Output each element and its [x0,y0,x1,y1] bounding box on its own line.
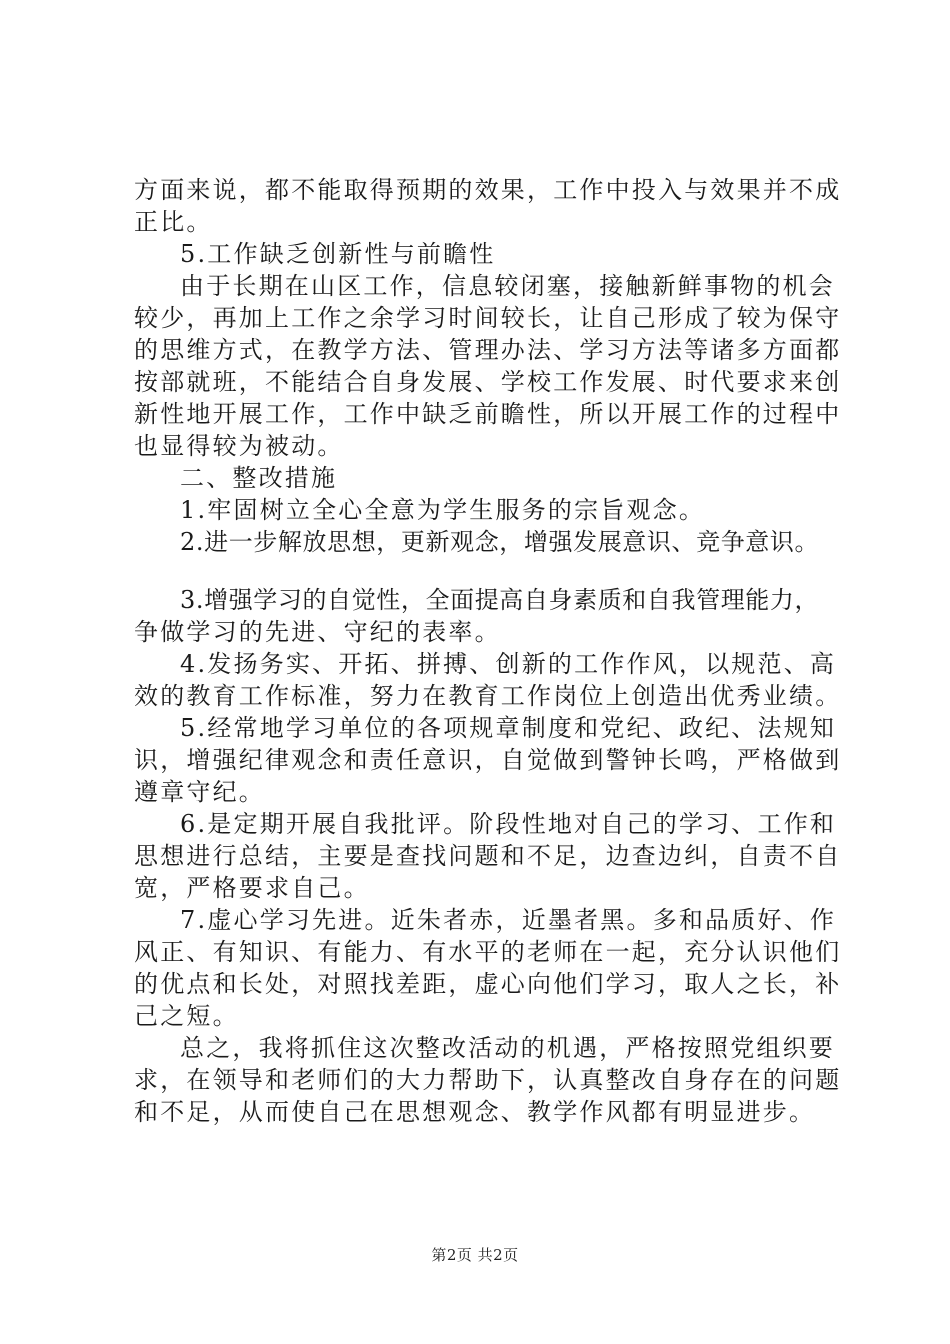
text-line: 求，在领导和老师们的大力帮助下，认真整改自身存在的问题 [134,1066,842,1094]
text-line: 遵章守纪。 [134,778,265,806]
text-line: 较少，再加上工作之余学习时间较长，让自己形成了较为保守 [134,304,842,332]
list-item: 6.是定期开展自我批评。阶段性地对自己的学习、工作和 [180,810,837,838]
text-line: 宽，严格要求自己。 [134,874,370,902]
text-line: 由于长期在山区工作，信息较闭塞，接触新鲜事物的机会 [180,272,835,300]
text-line: 按部就班，不能结合自身发展、学校工作发展、时代要求来创 [134,368,842,396]
text-line: 方面来说，都不能取得预期的效果，工作中投入与效果并不成 [134,176,842,204]
text-line: 己之短。 [134,1002,239,1030]
text-line: 和不足，从而使自己在思想观念、教学作风都有明显进步。 [134,1098,816,1126]
text-line: 效的教育工作标准，努力在教育工作岗位上创造出优秀业绩。 [134,682,842,710]
text-line: 的优点和长处，对照找差距，虚心向他们学习，取人之长，补 [134,970,842,998]
list-item: 4.发扬务实、开拓、拼搏、创新的工作作风，以规范、高 [180,650,837,678]
document-body [134,174,842,1128]
text-line: 也显得较为被动。 [134,432,344,460]
list-item: 5.经常地学习单位的各项规章制度和党纪、政纪、法规知 [180,714,837,742]
list-item: 7.虚心学习先进。近朱者赤，近墨者黑。多和品质好、作 [180,906,837,934]
list-item: 1.牢固树立全心全意为学生服务的宗旨观念。 [180,496,706,524]
text-line: 的思维方式，在教学方法、管理办法、学习方法等诸多方面都 [134,336,842,364]
text-line: 新性地开展工作，工作中缺乏前瞻性，所以开展工作的过程中 [134,400,842,428]
section-heading: 5.工作缺乏创新性与前瞻性 [180,240,496,268]
text-line: 争做学习的先进、守纪的表率。 [134,618,501,646]
conclusion-paragraph: 总之，我将抓住这次整改活动的机遇，严格按照党组织要 [180,1034,835,1062]
text-line: 识，增强纪律观念和责任意识，自觉做到警钟长鸣，严格做到 [134,746,842,774]
list-item: 3.增强学习的自觉性，全面提高自身素质和自我管理能力， [180,586,820,614]
text-line: 风正、有知识、有能力、有水平的老师在一起，充分认识他们 [134,938,842,966]
text-line: 正比。 [134,208,213,236]
blank-line [134,558,834,584]
text-line: 思想进行总结，主要是查找问题和不足，边查边纠，自责不自 [134,842,842,870]
section-heading: 二、整改措施 [180,464,338,492]
list-item: 2.进一步解放思想，更新观念，增强发展意识、竞争意识。 [180,528,820,556]
page-footer-number: 第2页 共2页 [431,1246,519,1264]
